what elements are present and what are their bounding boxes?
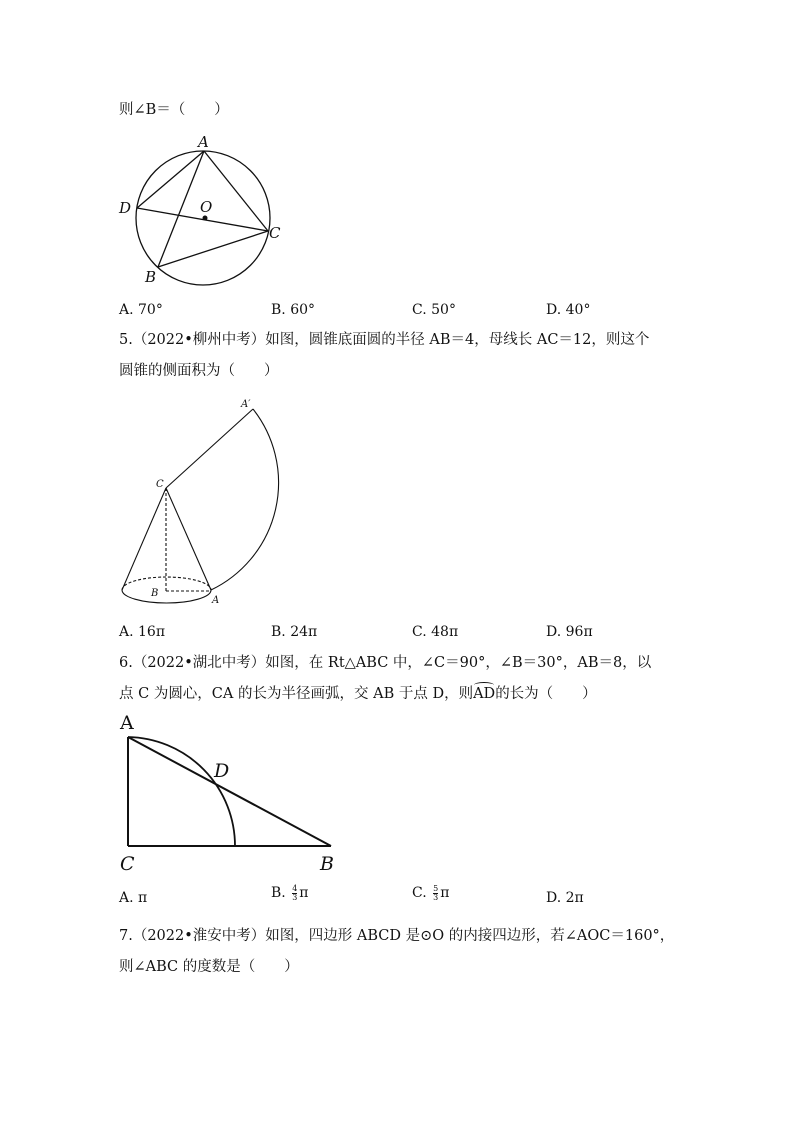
q6-label-c: C — [120, 853, 135, 875]
q4-label-a: A — [198, 133, 209, 151]
q4-segment-bc — [158, 231, 268, 267]
q4-stem-tail: 则∠B＝（ ） — [119, 102, 229, 118]
q5-sector-edge — [166, 409, 253, 488]
q6-option-c[interactable]: C. $\frac{5}{3}$ π — [412, 883, 450, 902]
q6-option-d[interactable]: D. 2π — [546, 890, 584, 906]
q5-option-c[interactable]: C. 48π — [412, 624, 459, 640]
q4-label-d: D — [119, 199, 132, 217]
q6-stem-line2: 点 C 为圆心，CA 的长为半径画弧，交 AB 于点 D，则 AD的长为（ ） — [119, 685, 597, 703]
q5-option-a[interactable]: A. 16π — [119, 624, 166, 640]
q4-option-b[interactable]: B. 60° — [271, 302, 316, 318]
fraction: $\frac{4}{3}$ — [292, 883, 298, 902]
q4-label-b: B — [145, 268, 157, 286]
q6-option-a[interactable]: A. π — [119, 890, 148, 906]
q6-option-b[interactable]: B. $\frac{4}{3}$ π — [271, 883, 309, 902]
q6-label-a: A — [120, 712, 134, 734]
q5-sector-arc — [211, 409, 279, 590]
q5-option-b[interactable]: B. 24π — [271, 624, 318, 640]
q7-stem-line2: 则∠ABC 的度数是（ ） — [119, 959, 299, 975]
q5-cone-right-edge — [166, 488, 211, 590]
q4-segment-ac — [204, 151, 268, 231]
q4-label-o: O — [200, 198, 213, 216]
q5-option-d[interactable]: D. 96π — [546, 624, 593, 640]
q6-arc-ad-notation: AD — [473, 685, 495, 703]
q4-label-c: C — [269, 224, 281, 242]
arc-mark-icon — [474, 682, 494, 688]
q7-stem-line1: 7.（2022•淮安中考）如图，四边形 ABCD 是⊙O 的内接四边形，若∠AOC＝160°， — [119, 928, 675, 944]
fraction: $\frac{5}{3}$ — [433, 883, 439, 902]
q6-label-d: D — [214, 760, 230, 782]
q6-stem-line1: 6.（2022•湖北中考）如图，在 Rt△ABC 中，∠C＝90°，∠B＝30°，AB＝8，以 — [119, 655, 652, 671]
q4-option-a[interactable]: A. 70° — [119, 302, 163, 318]
q5-label-c: C — [156, 479, 164, 490]
q5-stem-line1: 5.（2022•柳州中考）如图，圆锥底面圆的半径 AB＝4，母线长 AC＝12，则这个 — [119, 332, 650, 348]
q4-segment-ab — [158, 151, 204, 267]
q4-option-c[interactable]: C. 50° — [412, 302, 456, 318]
q4-option-d[interactable]: D. 40° — [546, 302, 591, 318]
q6-label-b: B — [320, 853, 334, 875]
q5-label-a: A — [212, 595, 220, 606]
q6-side-ab — [128, 737, 331, 846]
q5-stem-line2: 圆锥的侧面积为（ ） — [119, 363, 279, 379]
q5-label-a-prime: A′ — [241, 399, 251, 410]
q4-center-point — [203, 216, 208, 221]
q6-arc — [128, 737, 235, 846]
q5-cone-left-edge — [122, 488, 166, 590]
q5-base-front-arc — [122, 590, 211, 603]
q5-label-b: B — [151, 588, 159, 599]
